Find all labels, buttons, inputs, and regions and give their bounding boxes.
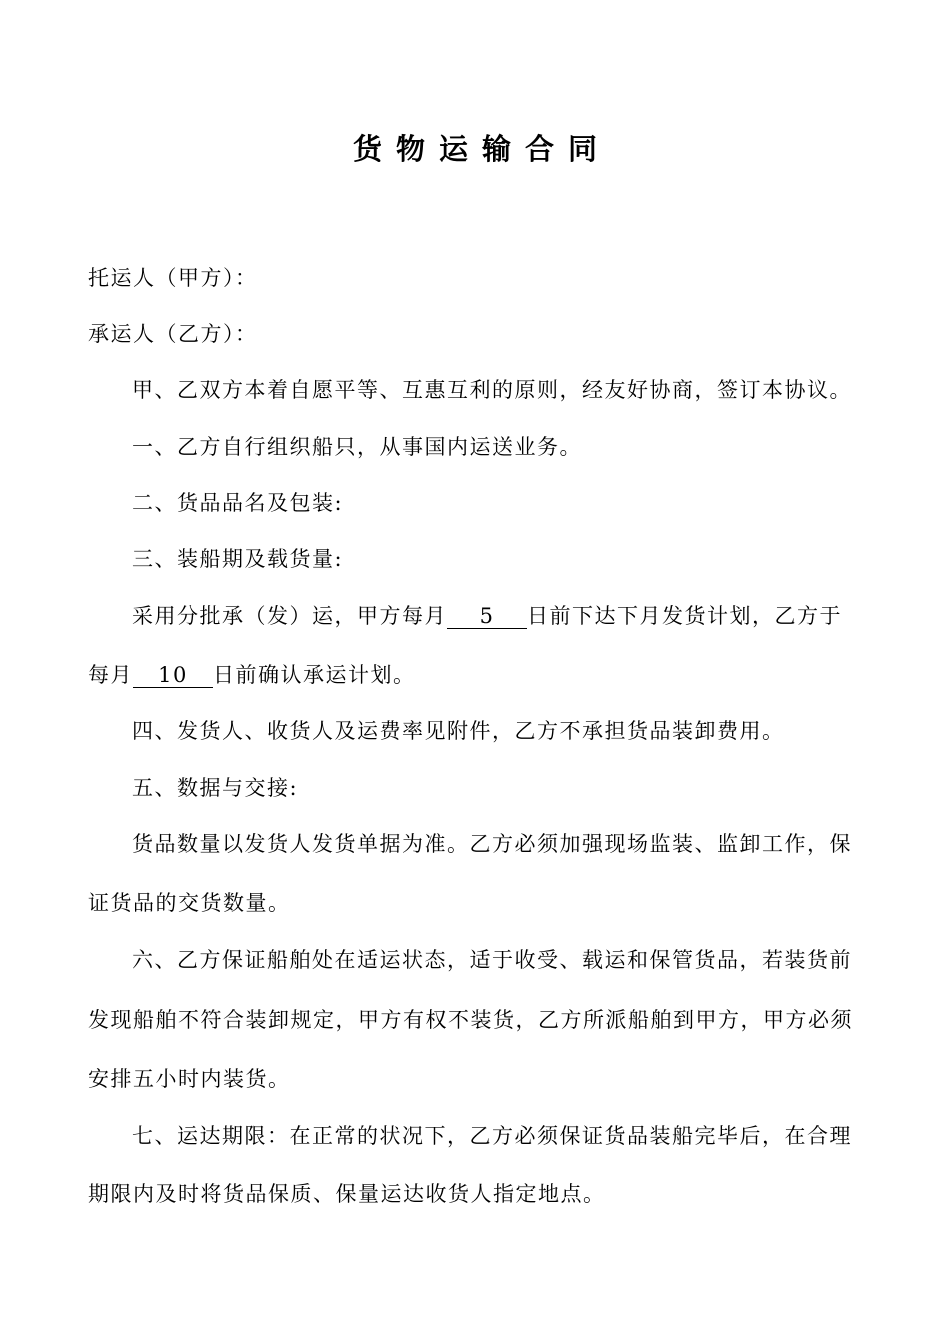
- clause-1: 一、乙方自行组织船只，从事国内运送业务。: [132, 435, 582, 459]
- clause-3-text-part1: 采用分批承（发）运，甲方每月: [132, 604, 447, 628]
- clause-3-text-line2: [88, 660, 858, 690]
- clause-4: 四、发货人、收货人及运费率见附件，乙方不承担货品装卸费用。: [132, 719, 785, 743]
- delivery-plan-day-field: 5: [447, 604, 527, 629]
- clause-7-line2: 期限内及时将货品保质、保量运达收货人指定地点。: [88, 1182, 606, 1206]
- clause-3-text-part3: 每月: [88, 663, 133, 687]
- clause-5-text-line2: 证货品的交货数量。: [88, 891, 291, 915]
- clause-3-text-part2: 日前下达下月发货计划，乙方于: [527, 604, 842, 628]
- shipper-party-line: 托运人（甲方）：: [88, 266, 258, 290]
- confirm-plan-day-field: 10: [133, 663, 213, 688]
- clause-6-line2: 发现船舶不符合装卸规定，甲方有权不装货，乙方所派船舶到甲方，甲方必须: [88, 1008, 853, 1032]
- clause-5-text-line1: 货品数量以发货人发货单据为准。乙方必须加强现场监装、监卸工作，保: [132, 832, 852, 856]
- clause-7-line1: 七、运达期限：在正常的状况下，乙方必须保证货品装船完毕后，在合理: [132, 1124, 852, 1148]
- clause-3: 三、装船期及载货量:: [132, 547, 344, 571]
- clause-3-text-part4: 日前确认承运计划。: [213, 663, 416, 687]
- clause-2: 二、货品品名及包装:: [132, 491, 344, 515]
- clause-5: 五、数据与交接:: [132, 776, 299, 800]
- clause-3-text-line1: [88, 601, 902, 631]
- intro-paragraph: 甲、乙双方本着自愿平等、互惠互利的原则，经友好协商，签订本协议。: [132, 378, 852, 402]
- page-title: 货物运输合同: [352, 132, 611, 166]
- clause-6-line1: 六、乙方保证船舶处在适运状态，适于收受、载运和保管货品，若装货前: [132, 948, 852, 972]
- carrier-party-line: 承运人（乙方）：: [88, 322, 258, 346]
- clause-6-line3: 安排五小时内装货。: [88, 1067, 291, 1091]
